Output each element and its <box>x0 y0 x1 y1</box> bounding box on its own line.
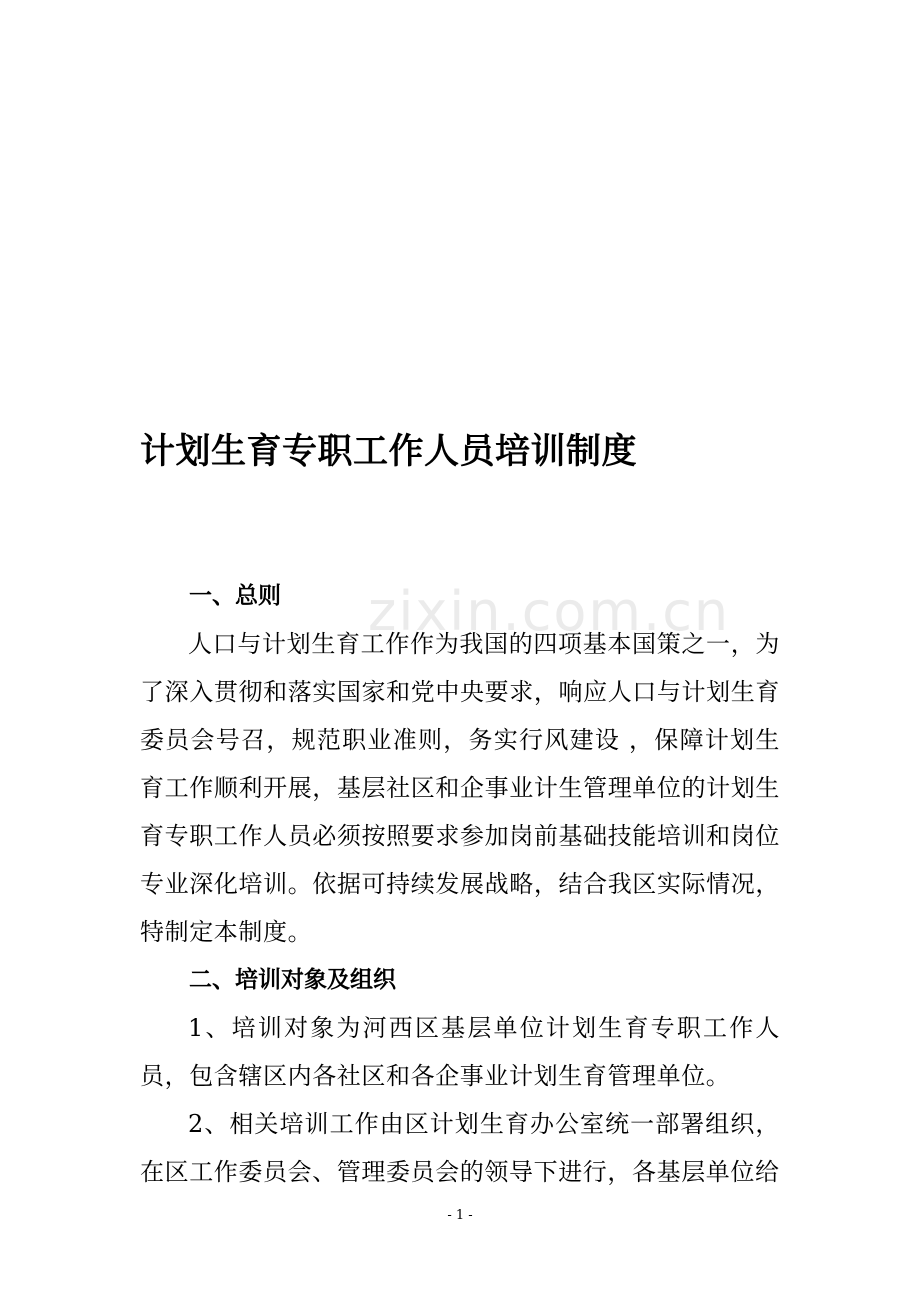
paragraph: 人口与计划生育工作作为我国的四项基本国策之一，为了深入贯彻和落实国家和党中央要求，响应人口与计划生育委员会号召，规范职业准则，务实行风建设 ，保障计划生育工作顺利开展，基层社区和企事业计生管理单位的计划生育专职工作人员必须按照要求参加岗前基础技能培训和岗位专业深化培训。依据可持续发展战略，结合我区实际情况，特制定本制度。 <box>140 630 780 946</box>
paragraph: 1、培训对象为河西区基层单位计划生育专职工作人员，包含辖区内各社区和各企事业计划生育管理单位。 <box>140 1014 780 1090</box>
document-title: 计划生育专职工作人员培训制度 <box>140 431 638 472</box>
paragraph: 2、相关培训工作由区计划生育办公室统一部署组织，在区工作委员会、管理委员会的领导下进行，各基层单位给 <box>140 1110 780 1186</box>
section-heading: 一、总则 <box>189 582 281 609</box>
section-training-targets <box>140 956 780 1196</box>
watermark: zixin.com.cn <box>368 580 731 643</box>
section-general <box>140 572 780 956</box>
section-heading: 二、培训对象及组织 <box>189 966 396 993</box>
document-body <box>140 572 780 1196</box>
page-number: - 1 - <box>447 1208 473 1223</box>
